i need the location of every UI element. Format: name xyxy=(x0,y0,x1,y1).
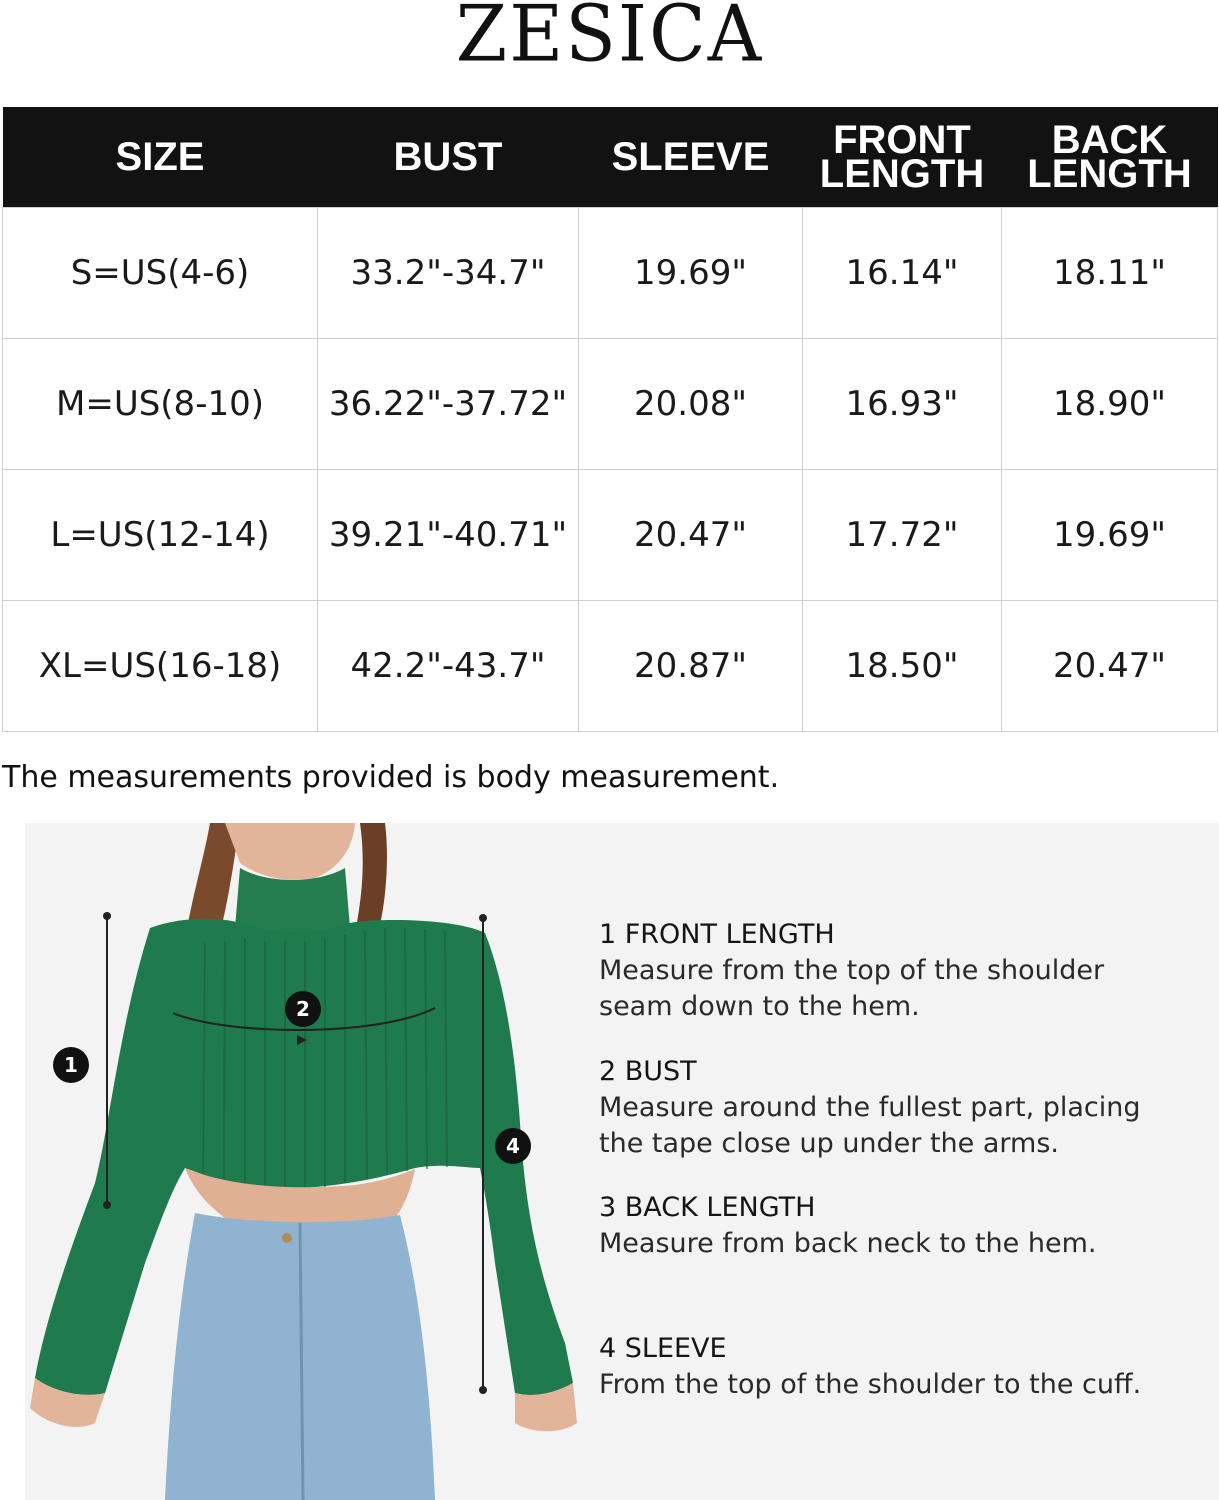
table-row xyxy=(3,601,1218,732)
table-row xyxy=(3,339,1218,470)
measurement-guide xyxy=(599,823,1199,1500)
cell-front-length: 17.72" xyxy=(803,470,1002,601)
guide-sleeve xyxy=(599,1331,1141,1403)
cell-sleeve: 20.47" xyxy=(579,470,803,601)
cell-back-length: 20.47" xyxy=(1002,601,1218,732)
guide-description: Measure from the top of the shoulder xyxy=(599,955,1105,986)
cell-front-length: 16.93" xyxy=(803,339,1002,470)
guide-description: Measure from back neck to the hem. xyxy=(599,1228,1097,1259)
header-sleeve: SLEEVE xyxy=(579,107,803,208)
cell-size: S=US(4-6) xyxy=(3,208,318,339)
cell-bust: 33.2"-34.7" xyxy=(318,208,579,339)
marker-1-icon xyxy=(53,1047,89,1083)
header-back-length xyxy=(1002,107,1218,208)
cell-back-length: 19.69" xyxy=(1002,470,1218,601)
header-front-length xyxy=(803,107,1002,208)
marker-1-label: 1 xyxy=(64,1053,78,1077)
cell-bust: 39.21"-40.71" xyxy=(318,470,579,601)
cell-size: XL=US(16-18) xyxy=(3,601,318,732)
guide-title: 1 FRONT LENGTH xyxy=(599,919,835,950)
header-front-line2: LENGTH xyxy=(819,152,985,196)
marker-4-icon xyxy=(495,1128,531,1164)
cell-sleeve: 20.08" xyxy=(579,339,803,470)
measurement-figure xyxy=(25,823,1219,1500)
cell-front-length: 16.14" xyxy=(803,208,1002,339)
table-row xyxy=(3,208,1218,339)
guide-description: seam down to the hem. xyxy=(599,991,920,1022)
cell-back-length: 18.90" xyxy=(1002,339,1218,470)
cell-sleeve: 20.87" xyxy=(579,601,803,732)
guide-description: the tape close up under the arms. xyxy=(599,1128,1059,1159)
guide-back-length xyxy=(599,1190,1096,1262)
guide-front-length xyxy=(599,917,1104,1025)
header-size: SIZE xyxy=(3,107,318,208)
guide-description: Measure around the fullest part, placing xyxy=(599,1092,1141,1123)
guide-title: 4 SLEEVE xyxy=(599,1333,727,1364)
header-bust: BUST xyxy=(318,107,579,208)
marker-2-icon xyxy=(285,991,321,1027)
table-header-row xyxy=(3,107,1218,208)
header-back-line2: LENGTH xyxy=(1027,152,1192,196)
guide-description: From the top of the shoulder to the cuff. xyxy=(599,1369,1142,1400)
marker-4-label: 4 xyxy=(506,1134,520,1158)
header-back-line1: BACK xyxy=(1051,118,1168,162)
cell-bust: 42.2"-43.7" xyxy=(318,601,579,732)
guide-title: 2 BUST xyxy=(599,1056,697,1087)
guide-title: 3 BACK LENGTH xyxy=(599,1192,816,1223)
header-front-line1: FRONT xyxy=(833,118,971,162)
size-chart-table xyxy=(2,107,1218,732)
marker-2-label: 2 xyxy=(296,997,310,1021)
table-row xyxy=(3,470,1218,601)
cell-size: M=US(8-10) xyxy=(3,339,318,470)
cell-size: L=US(12-14) xyxy=(3,470,318,601)
cell-front-length: 18.50" xyxy=(803,601,1002,732)
cell-sleeve: 19.69" xyxy=(579,208,803,339)
cell-bust: 36.22"-37.72" xyxy=(318,339,579,470)
guide-bust xyxy=(599,1054,1141,1162)
measurement-note: The measurements provided is body measurement. xyxy=(2,760,780,795)
cell-back-length: 18.11" xyxy=(1002,208,1218,339)
brand-logo: ZESICA xyxy=(455,0,764,80)
